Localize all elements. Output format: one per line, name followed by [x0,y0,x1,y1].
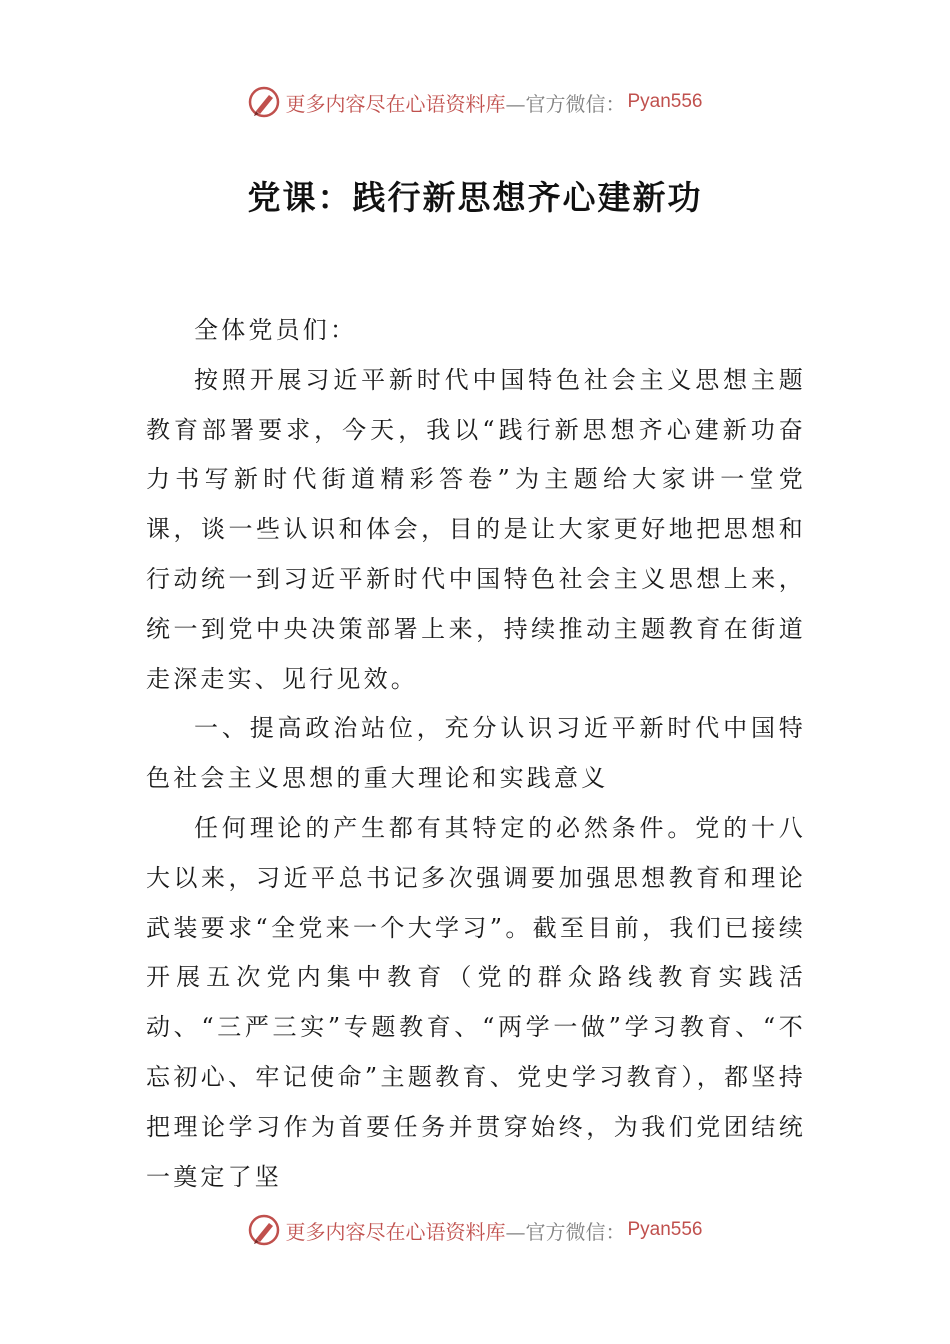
paragraph: 任何理论的产生都有其特定的必然条件。党的十八大以来，习近平总书记多次强调要加强思想教育和理论武装要求“全党来一个大学习”。截至目前，我们已接续开展五次党内集中教育（党的群众路线教育实践活动、“三严三实”专题教育、“两学一做”学习教育、“不忘初心、牢记使命”主题教育、党史学习教育），都坚持把理论学习作为首要任务并贯穿始终，为我们党团结统一奠定了坚 [146,813,806,1191]
header-watermark-banner [0,82,950,122]
pen-logo-icon [247,85,281,119]
footer-watermark-banner [0,1210,950,1250]
banner-text-id: Pyan556 [627,1219,703,1240]
paragraph: 按照开展习近平新时代中国特色社会主义思想主题教育部署要求，今天，我以“践行新思想齐心建新功奋力书写新时代街道精彩答卷”为主题给大家讲一堂党课，谈一些认识和体会，目的是让大家更好地把思想和行动统一到习近平新时代中国特色社会主义思想上来，统一到党中央决策部署上来，持续推动主题教育在街道走深走实、见行见效。 [146,365,806,693]
banner-text-main: 更多内容尽在心语资料库 [285,1219,506,1244]
banner-text-wechat: —官方微信： [505,91,626,116]
banner-text-wechat: —官方微信： [505,1219,626,1244]
banner-text-main: 更多内容尽在心语资料库 [285,91,506,116]
banner-text-id: Pyan556 [627,91,703,112]
document-body [146,306,806,1202]
salutation: 全体党员们： [194,316,358,344]
document-title: 党课：践行新思想齐心建新功 [247,178,703,217]
section-heading: 一、提高政治站位，充分认识习近平新时代中国特色社会主义思想的重大理论和实践意义 [146,714,806,793]
pen-logo-icon [247,1213,281,1247]
